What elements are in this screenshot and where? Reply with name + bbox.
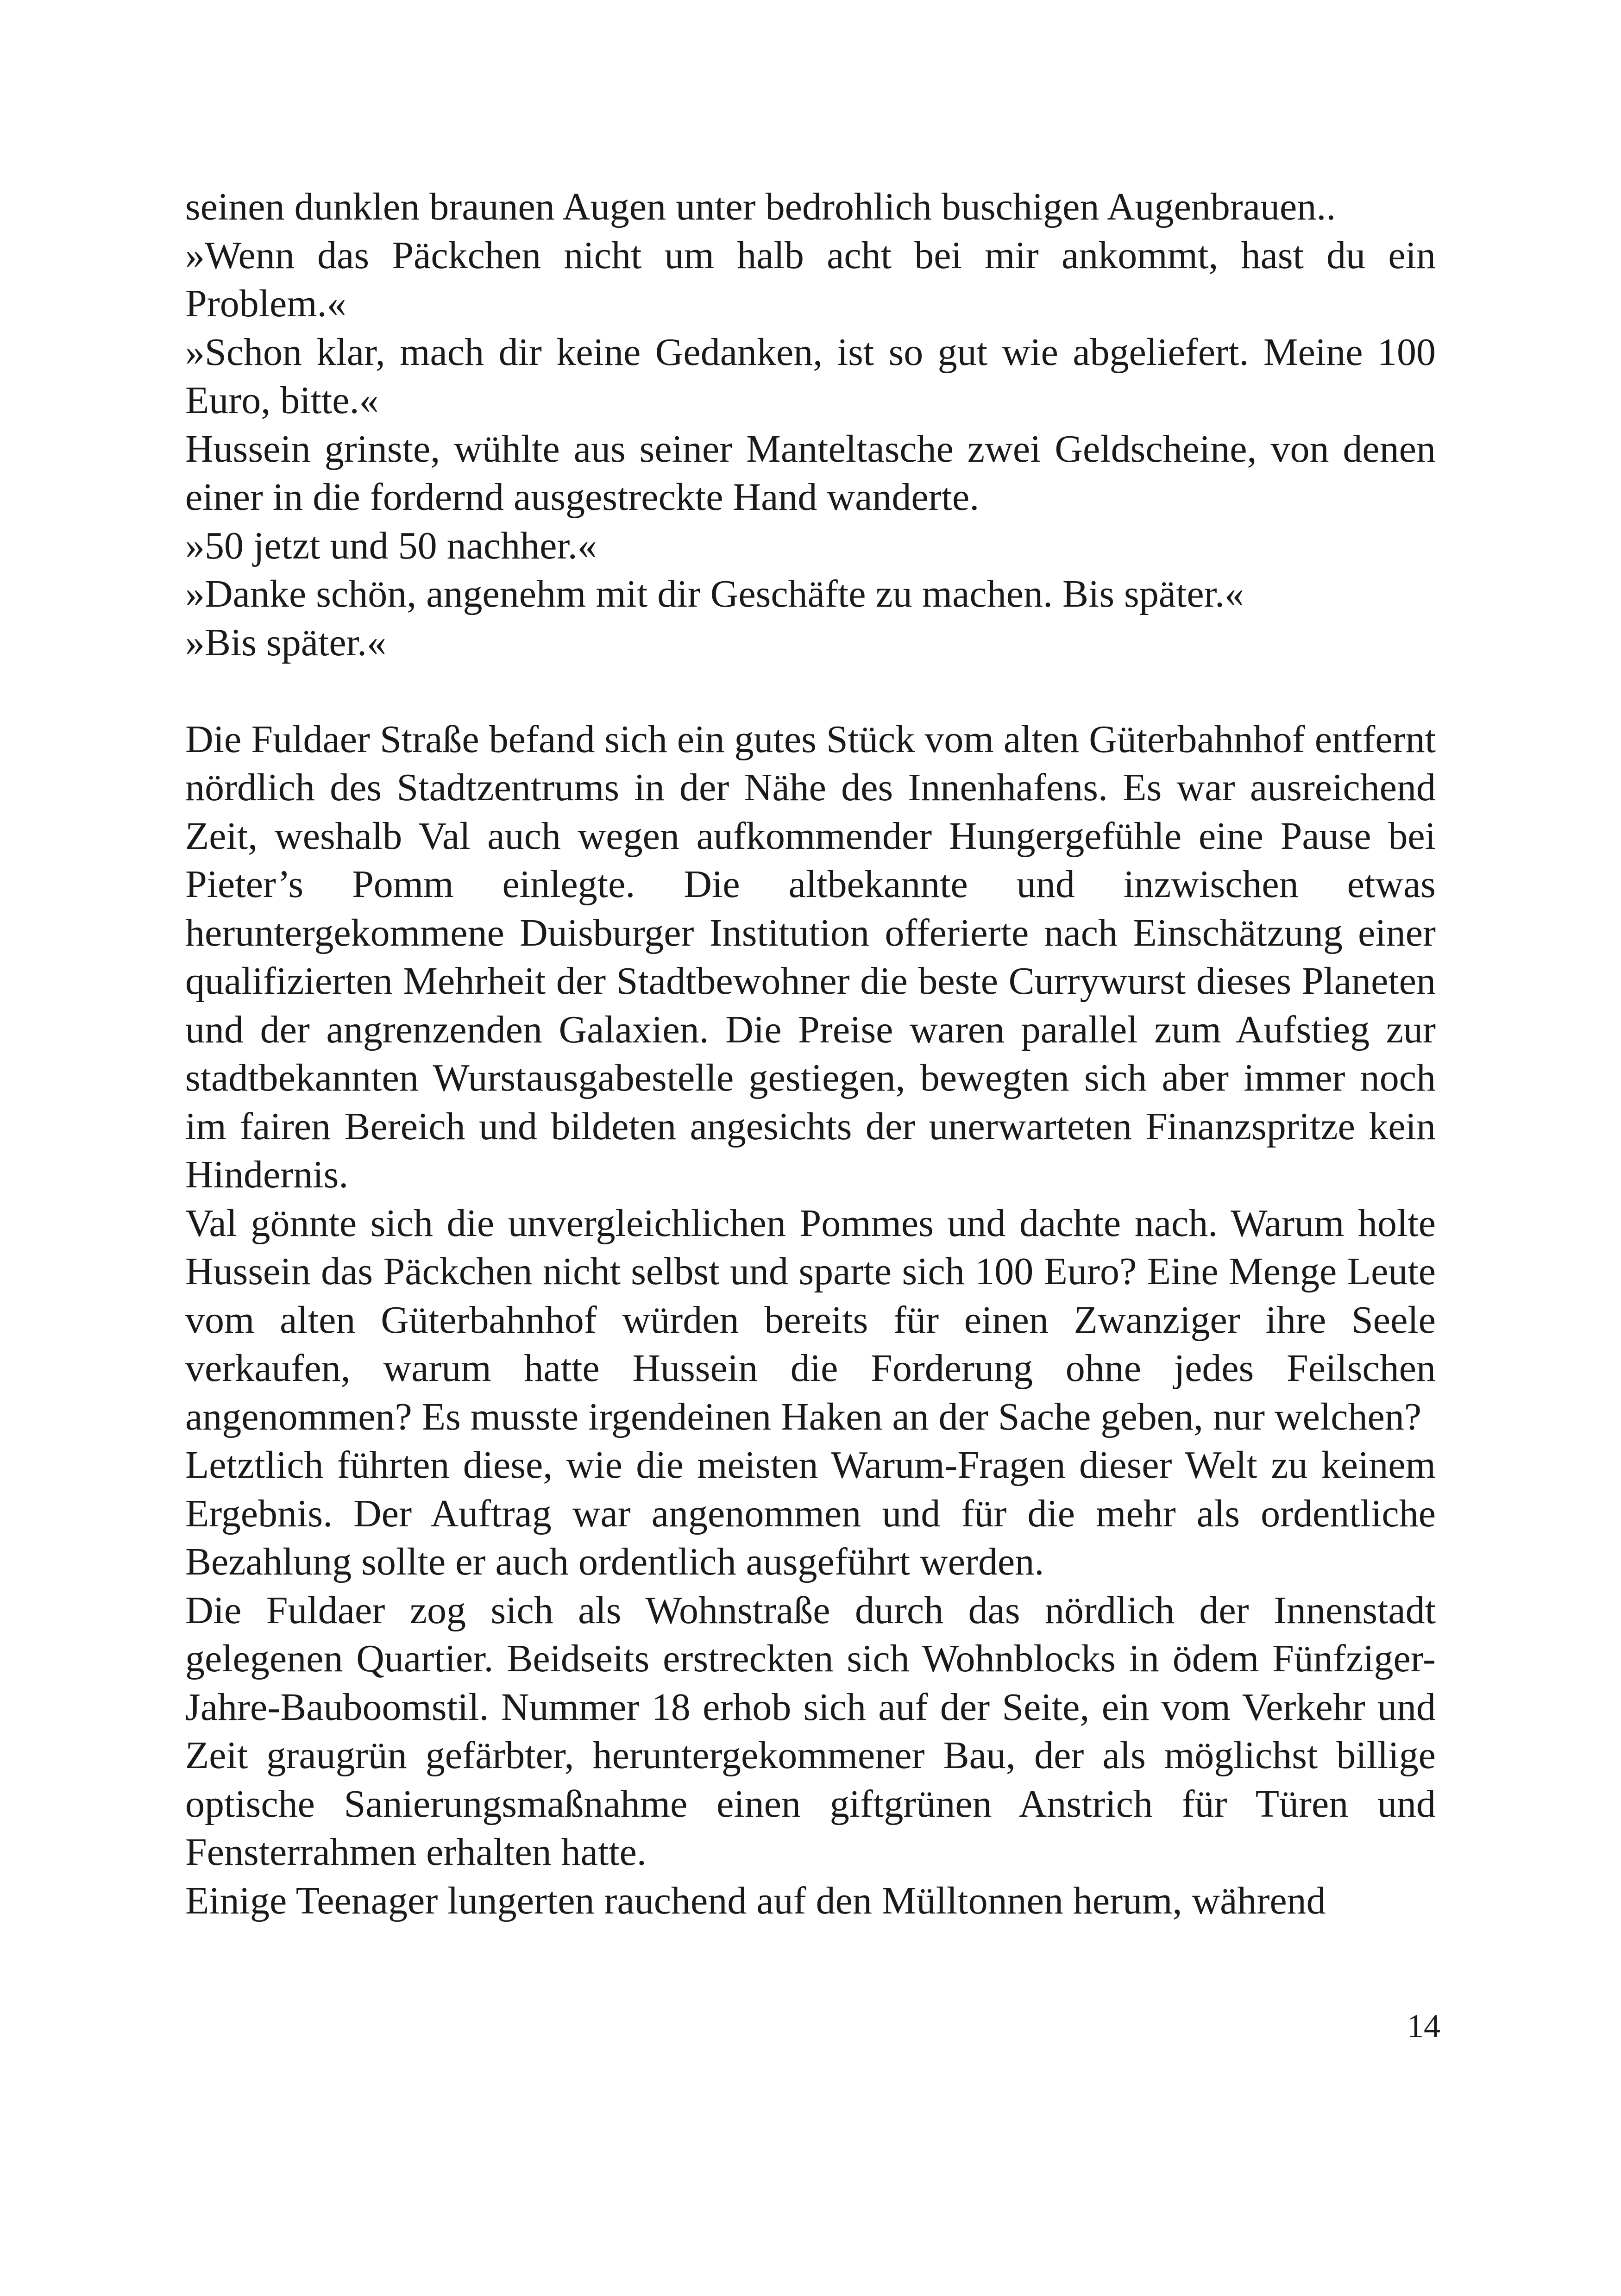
section-break: [185, 667, 1436, 715]
paragraph: Einige Teenager lungerten rauchend auf den Mülltonnen herum, während: [185, 1879, 1326, 1922]
paragraph: Die Fuldaer Straße befand sich ein gutes Stück vom alten Güterbahnhof entfernt nördlich des Stadtzentrums in der Nähe des Innenhafens. Es war ausreichend Zeit, weshalb Val auch wegen aufkommender Hungergefühle eine Pause bei Pieter’s Pomm einlegte. Die altbekannte und inzwischen etwas heruntergekommene Duisburger Institution offerierte nach Einschätzung einer qualifizierten Mehrheit der Stadtbewohner die beste Currywurst dieses Planeten und der angrenzenden Galaxien. Die Preise waren parallel zum Aufstieg zur stadtbekannten Wurstausgabestelle gestiegen, bewegten sich aber immer noch im fairen Bereich und bildeten angesichts der unerwarteten Finanzspritze kein Hindernis.: [185, 717, 1436, 1196]
paragraph: »Bis später.«: [185, 621, 386, 664]
paragraph: seinen dunklen braunen Augen unter bedrohlich buschigen Augenbrauen..: [185, 185, 1336, 228]
page-number: 14: [1407, 2007, 1440, 2045]
paragraph: Hussein grinste, wühlte aus seiner Manteltasche zwei Geldscheine, von denen einer in die fordernd ausgestreckte Hand wanderte.: [185, 427, 1436, 519]
paragraph: Letztlich führten diese, wie die meisten Warum-Fragen dieser Welt zu keinem Ergebnis. Der Auftrag war angenommen und für die mehr als ordentliche Bezahlung sollte er auch ordentlich ausgeführt werden.: [185, 1443, 1436, 1583]
paragraph: »Wenn das Päckchen nicht um halb acht bei mir ankommt, hast du ein Problem.«: [185, 233, 1436, 325]
paragraph: »Schon klar, mach dir keine Gedanken, ist so gut wie abgeliefert. Meine 100 Euro, bitte.«: [185, 330, 1436, 422]
paragraph: Die Fuldaer zog sich als Wohnstraße durch das nördlich der Innenstadt gelegenen Quartier. Beidseits erstreckten sich Wohnblocks in ödem Fünfziger-Jahre-Bauboomstil. Nummer 18 erhob sich auf der Seite, ein vom Verkehr und Zeit graugrün gefärbter, heruntergekommener Bau, der als möglichst billige optische Sanierungsmaßnahme einen giftgrünen Anstrich für Türen und Fensterrahmen erhalten hatte.: [185, 1588, 1436, 1874]
paragraph: Val gönnte sich die unvergleichlichen Pommes und dachte nach. Warum holte Hussein das Päckchen nicht selbst und sparte sich 100 Euro? Eine Menge Leute vom alten Güterbahnhof würden bereits für einen Zwanziger ihre Seele verkaufen, warum hatte Hussein die Forderung ohne jedes Feilschen angenommen? Es musste irgendeinen Haken an der Sache geben, nur welchen?: [185, 1201, 1436, 1438]
body-text: [185, 183, 1436, 1925]
paragraph: »50 jetzt und 50 nachher.«: [185, 524, 597, 567]
paragraph: »Danke schön, angenehm mit dir Geschäfte zu machen. Bis später.«: [185, 572, 1244, 615]
